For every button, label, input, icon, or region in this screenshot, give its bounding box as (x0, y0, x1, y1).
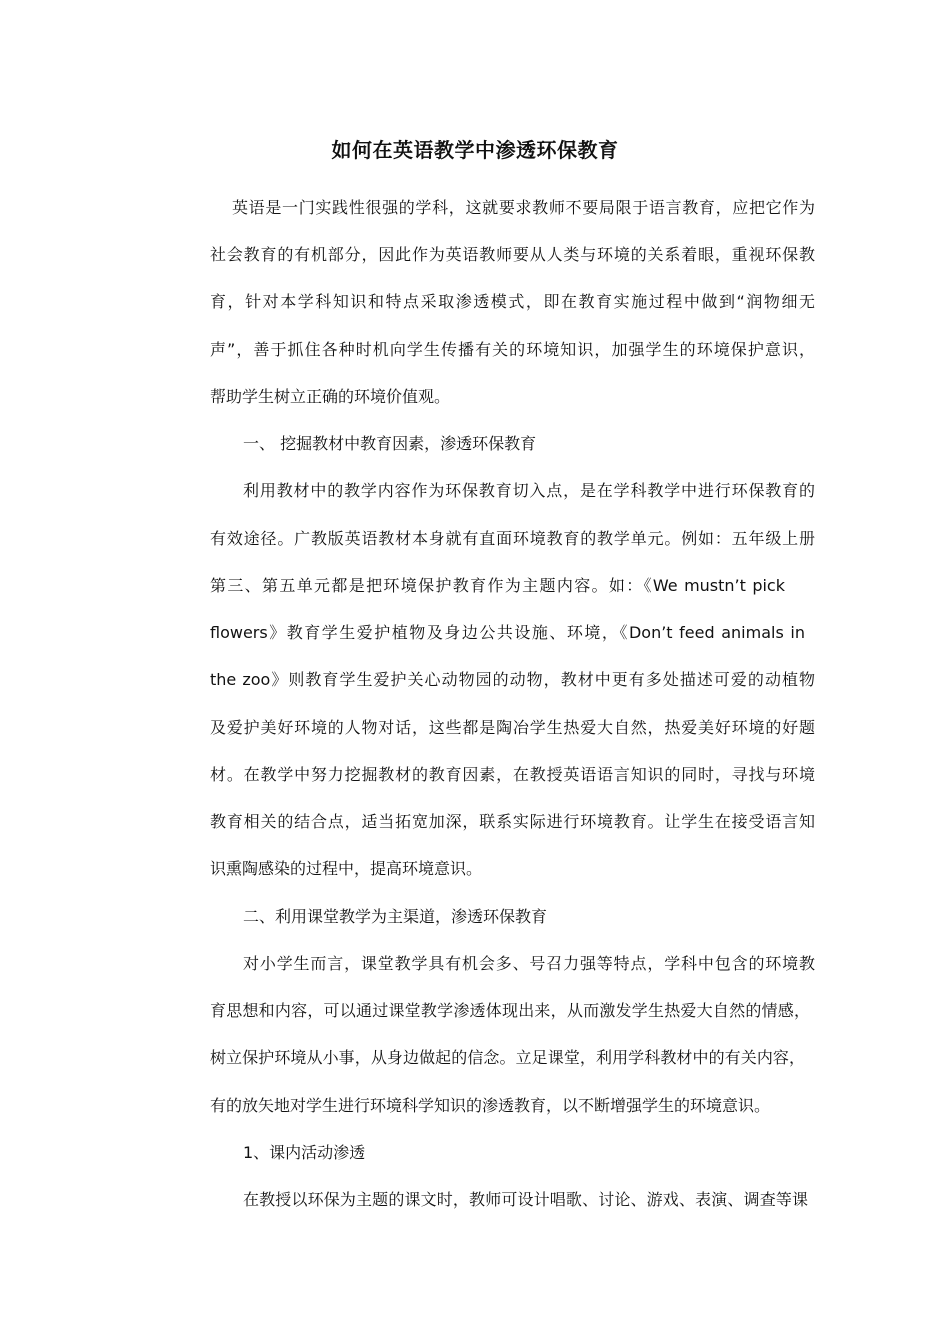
paragraph-line: 社会教育的有机部分，因此作为英语教师要从人类与环境的关系着眼，重视环保教 (210, 245, 815, 264)
paragraph-line: 识熏陶感染的过程中，提高环境意识。 (210, 859, 483, 878)
paragraph-line: 在教授以环保为主题的课文时，教师可设计唱歌、讨论、游戏、表演、调查等课 (243, 1190, 808, 1209)
paragraph-line: 育思想和内容，可以通过课堂教学渗透体现出来，从而激发学生热爱大自然的情感， (210, 1001, 810, 1020)
section-heading: 二、利用课堂教学为主渠道，渗透环保教育 (243, 907, 548, 926)
paragraph-line: 帮助学生树立正确的环境价值观。 (210, 387, 451, 406)
paragraph-line: 声”，善于抓住各种时机向学生传播有关的环境知识，加强学生的环境保护意识， (210, 340, 815, 359)
subsection-heading: 1、课内活动渗透 (243, 1143, 366, 1162)
paragraph-line: 有效途径。广教版英语教材本身就有直面环境教育的教学单元。例如：五年级上册 (210, 529, 815, 548)
paragraph-line: 利用教材中的教学内容作为环保教育切入点，是在学科教学中进行环保教育的 (243, 481, 815, 500)
paragraph-line: 树立保护环境从小事，从身边做起的信念。立足课堂，利用学科教材中的有关内容， (210, 1048, 805, 1067)
paragraph-line: flowers》教育学生爱护植物及身边公共设施、环境，《Don’t feed animals in (210, 623, 805, 642)
paragraph-line: 材。在教学中努力挖掘教材的教育因素，在教授英语语言知识的同时，寻找与环境 (210, 765, 815, 784)
paragraph-line: 有的放矢地对学生进行环境科学知识的渗透教育，以不断增强学生的环境意识。 (210, 1096, 771, 1115)
paragraph-line: the zoo》则教育学生爱护关心动物园的动物，教材中更有多处描述可爱的动植物 (210, 670, 815, 689)
section-heading: 一、 挖掘教材中教育因素，渗透环保教育 (243, 434, 537, 453)
paragraph-line: 英语是一门实践性很强的学科，这就要求教师不要局限于语言教育，应把它作为 (232, 198, 815, 217)
document-title: 如何在英语教学中渗透环保教育 (331, 138, 619, 162)
paragraph-line: 对小学生而言，课堂教学具有机会多、号召力强等特点，学科中包含的环境教 (243, 954, 815, 973)
paragraph-line: 育，针对本学科知识和特点采取渗透模式，即在教育实施过程中做到“润物细无 (210, 292, 815, 311)
paragraph-line: 第三、第五单元都是把环境保护教育作为主题内容。如：《We mustn’t pick (210, 576, 785, 595)
paragraph-line: 教育相关的结合点，适当拓宽加深，联系实际进行环境教育。让学生在接受语言知 (210, 812, 815, 831)
paragraph-line: 及爱护美好环境的人物对话，这些都是陶冶学生热爱大自然，热爱美好环境的好题 (210, 718, 815, 737)
